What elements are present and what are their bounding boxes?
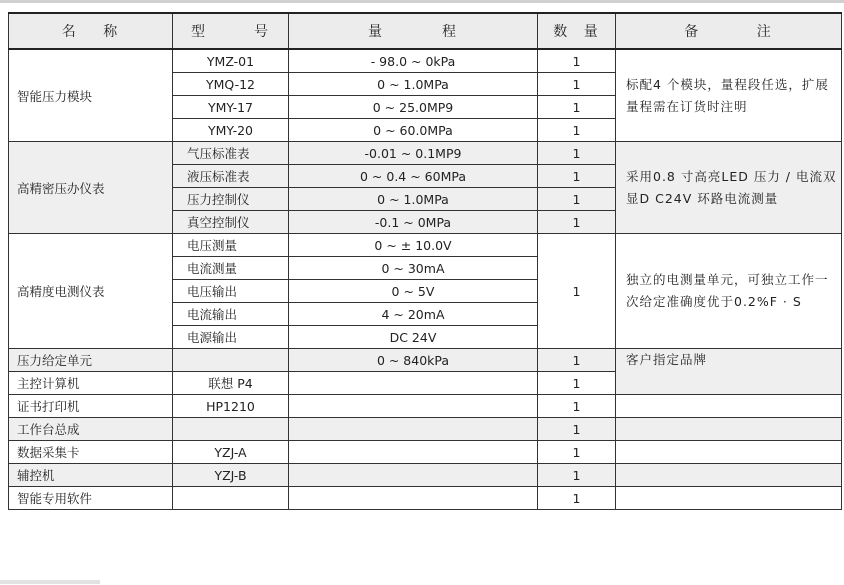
header-model: 型 号 [173, 13, 289, 49]
qty-cell: 1 [538, 349, 616, 372]
remark-cell: 标配4 个模块，量程段任选，扩展量程需在订货时注明 [616, 49, 842, 142]
model-cell: 真空控制仪 [173, 211, 289, 234]
table-row [9, 441, 842, 464]
qty-cell: 1 [538, 73, 616, 96]
range-cell: -0.1 ~ 0MPa [289, 211, 538, 234]
remark-cell [616, 487, 842, 510]
qty-cell: 1 [538, 165, 616, 188]
model-cell: 电压输出 [173, 280, 289, 303]
range-cell: 0 ~ 1.0MPa [289, 73, 538, 96]
model-cell: YMY-17 [173, 96, 289, 119]
bottom-rule [0, 580, 100, 584]
table-row [9, 234, 842, 257]
qty-cell: 1 [538, 487, 616, 510]
table-row [9, 395, 842, 418]
remark-cell: 客户指定品牌 [616, 349, 842, 395]
header-name: 名 称 [9, 13, 173, 49]
range-cell: 0 ~ 30mA [289, 257, 538, 280]
range-cell [289, 441, 538, 464]
item-name: 工作台总成 [9, 418, 173, 441]
range-cell: 0 ~ 0.4 ~ 60MPa [289, 165, 538, 188]
range-cell [289, 464, 538, 487]
qty-cell: 1 [538, 142, 616, 165]
model-cell: 气压标准表 [173, 142, 289, 165]
header-qty: 数 量 [538, 13, 616, 49]
table-row [9, 418, 842, 441]
qty-cell: 1 [538, 418, 616, 441]
table-row [9, 487, 842, 510]
model-cell: 压力控制仪 [173, 188, 289, 211]
range-cell: 0 ~ ± 10.0V [289, 234, 538, 257]
range-cell: 0 ~ 25.0MP9 [289, 96, 538, 119]
header-range: 量 程 [289, 13, 538, 49]
range-cell [289, 418, 538, 441]
remark-cell [616, 464, 842, 487]
model-cell: HP1210 [173, 395, 289, 418]
range-cell: DC 24V [289, 326, 538, 349]
item-name: 辅控机 [9, 464, 173, 487]
range-cell [289, 372, 538, 395]
model-cell: YMY-20 [173, 119, 289, 142]
model-cell: 液压标准表 [173, 165, 289, 188]
model-cell: YMZ-01 [173, 49, 289, 73]
item-name: 压力给定单元 [9, 349, 173, 372]
header-row [9, 13, 842, 49]
model-cell: 电压测量 [173, 234, 289, 257]
range-cell: 0 ~ 840kPa [289, 349, 538, 372]
qty-cell: 1 [538, 211, 616, 234]
item-name: 智能专用软件 [9, 487, 173, 510]
range-cell [289, 487, 538, 510]
qty-cell: 1 [538, 464, 616, 487]
model-cell: 联想 P4 [173, 372, 289, 395]
model-cell [173, 487, 289, 510]
range-cell: 4 ~ 20mA [289, 303, 538, 326]
qty-cell: 1 [538, 372, 616, 395]
range-cell: 0 ~ 1.0MPa [289, 188, 538, 211]
range-cell: 0 ~ 60.0MPa [289, 119, 538, 142]
item-name: 主控计算机 [9, 372, 173, 395]
remark-cell [616, 395, 842, 418]
header-remark: 备 注 [616, 13, 842, 49]
qty-cell: 1 [538, 234, 616, 349]
group-name: 高精度电测仪表 [9, 234, 173, 349]
qty-cell: 1 [538, 441, 616, 464]
item-name: 证书打印机 [9, 395, 173, 418]
range-cell: -0.01 ~ 0.1MP9 [289, 142, 538, 165]
qty-cell: 1 [538, 119, 616, 142]
model-cell [173, 349, 289, 372]
table-row [9, 464, 842, 487]
remark-cell: 采用0.8 寸高亮LED 压力 / 电流双显D C24V 环路电流测量 [616, 142, 842, 234]
group-name: 高精密压办仪表 [9, 142, 173, 234]
model-cell: 电流输出 [173, 303, 289, 326]
qty-cell: 1 [538, 49, 616, 73]
model-cell: YZJ-A [173, 441, 289, 464]
equipment-table [8, 12, 842, 510]
range-cell: 0 ~ 5V [289, 280, 538, 303]
model-cell: YMQ-12 [173, 73, 289, 96]
range-cell [289, 395, 538, 418]
group-name: 智能压力模块 [9, 49, 173, 142]
model-cell: 电流测量 [173, 257, 289, 280]
top-rule [0, 0, 844, 3]
remark-cell: 独立的电测量单元，可独立工作一次给定准确度优于0.2%F · S [616, 234, 842, 349]
item-name: 数据采集卡 [9, 441, 173, 464]
table-row [9, 142, 842, 165]
table-row [9, 49, 842, 73]
model-cell: YZJ-B [173, 464, 289, 487]
range-cell: - 98.0 ~ 0kPa [289, 49, 538, 73]
remark-cell [616, 418, 842, 441]
model-cell: 电源输出 [173, 326, 289, 349]
qty-cell: 1 [538, 395, 616, 418]
remark-cell [616, 441, 842, 464]
model-cell [173, 418, 289, 441]
qty-cell: 1 [538, 188, 616, 211]
table-row [9, 349, 842, 372]
qty-cell: 1 [538, 96, 616, 119]
